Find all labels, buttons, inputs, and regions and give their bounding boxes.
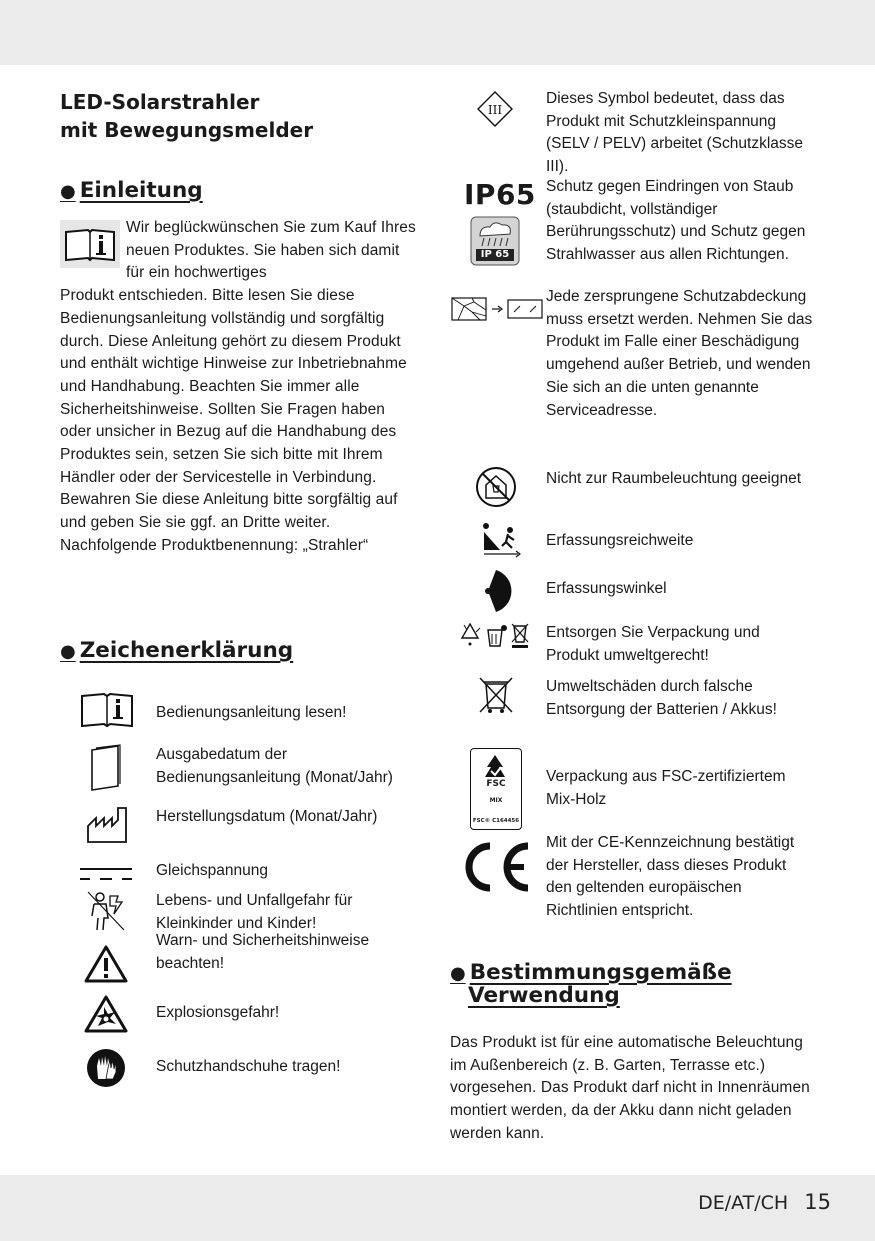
symbol-text: Mit der CE-Kennzeichnung bestätigt der Hersteller, dass dieses Produkt den geltenden europäischen Richtlinien entspricht. <box>546 834 795 920</box>
footer-language: DE/AT/CH <box>698 1192 789 1214</box>
angle-icon <box>482 568 512 614</box>
explosion-icon <box>84 994 128 1034</box>
no-room-light-icon <box>475 466 517 508</box>
gloves-icon <box>86 1048 126 1088</box>
symbol-text: Verpackung aus FSC-zertifiziertem Mix-Holz <box>546 768 786 808</box>
legend-text: Explosionsgefahr! <box>156 1004 280 1021</box>
booklet-icon <box>88 744 124 792</box>
usage-text: Das Produkt ist für eine automatische Beleuchtung im Außenbereich (z. B. Garten, Terrasse etc.) vorgesehen. Das Produkt darf nicht in Innenräumen montiert werden, da der Akku dann nicht geladen werden kann. <box>450 1034 810 1142</box>
fsc-code: FSC® C164456 <box>472 818 520 824</box>
legend-heading <box>60 638 293 663</box>
top-margin-bar <box>0 0 875 65</box>
broken-glass-icon <box>450 296 546 322</box>
document-title <box>60 88 420 144</box>
symbol-text: Nicht zur Raumbeleuchtung geeignet <box>546 470 802 487</box>
range-icon <box>482 522 522 558</box>
title-line-2: mit Bewegungsmelder <box>60 118 314 142</box>
legend-text: Lebens- und Unfallgefahr für Kleinkinder und Kinder! <box>156 892 353 932</box>
page-footer <box>698 1190 831 1214</box>
bullet-icon: ● <box>450 963 466 984</box>
symbol-text: Dieses Symbol bedeutet, dass das Produkt mit Schutzkleinspannung (SELV / PELV) arbeitet (Schutzklasse III). <box>546 90 804 176</box>
legend-text: Gleichspannung <box>156 862 269 879</box>
child-danger-icon <box>86 890 126 932</box>
bullet-icon: ● <box>60 641 76 662</box>
fsc-label: FSC <box>486 779 506 789</box>
warning-icon <box>84 944 128 984</box>
ce-icon <box>460 842 532 892</box>
fsc-mix: MIX <box>489 797 503 804</box>
page-number: 15 <box>804 1190 831 1214</box>
legend-text: Herstellungsdatum (Monat/Jahr) <box>156 808 378 825</box>
intro-heading-text: Einleitung <box>79 178 203 203</box>
symbol-text: Erfassungswinkel <box>546 580 667 597</box>
fsc-icon <box>470 748 522 830</box>
symbol-text: Umweltschäden durch falsche Entsorgung der Batterien / Akkus! <box>546 678 777 718</box>
manual-icon <box>78 692 136 730</box>
usage-heading-line-1 <box>450 960 732 985</box>
usage-heading-text-2: Verwendung <box>468 983 620 1008</box>
legend-text: Warn- und Sicherheitshinweise beachten! <box>156 932 370 972</box>
symbol-text: Entsorgen Sie Verpackung und Produkt umweltgerecht! <box>546 624 760 664</box>
intro-text-first: Wir beglückwünschen Sie zum Kauf Ihres neuen Produktes. Sie haben sich damit für ein hochwertiges <box>126 219 416 282</box>
symbol-text: Schutz gegen Eindringen von Staub (staubdicht, vollständiger Berührungsschutz) und Schutz gegen Strahlwasser aus allen Richtungen. <box>546 178 806 264</box>
intro-text <box>60 217 420 558</box>
legend-text: Schutzhandschuhe tragen! <box>156 1058 341 1075</box>
manual-icon <box>60 220 120 268</box>
title-line-1: LED-Solarstrahler <box>60 90 260 114</box>
legend-text: Ausgabedatum der Bedienungsanleitung (Monat/Jahr) <box>156 746 393 786</box>
factory-icon <box>86 806 128 844</box>
intro-heading <box>60 178 420 203</box>
dc-icon <box>78 866 134 882</box>
legend-heading-text: Zeichenerklärung <box>79 638 294 663</box>
usage-heading-line-2 <box>450 983 732 1008</box>
ip65-badge: IP 65 <box>480 249 510 260</box>
usage-heading <box>450 960 732 1008</box>
bin-icon <box>478 676 514 716</box>
class3-icon <box>476 90 514 128</box>
left-column <box>60 88 420 1075</box>
bullet-icon: ● <box>60 181 76 202</box>
svg-text:III: III <box>487 103 503 117</box>
symbol-text: Erfassungsreichweite <box>546 532 694 549</box>
recycle-icon <box>458 620 538 650</box>
intro-text-rest: Produkt entschieden. Bitte lesen Sie diese Bedienungsanleitung vollständig und sorgfältig durch. Diese Anleitung gehört zu diesem Produkt und enthält wichtige Hinweise zur Inbetriebnahme und Handhabung. Beachten Sie immer alle Sicherheitshinweise. Sollten Sie Fragen haben oder unsicher in Bezug auf die Handhabung des Produktes sein, setzen Sie sich bitte mit Ihrem Händler oder der Servicestelle in Verbindung. Bewahren Sie diese Anleitung bitte sorgfältig auf und geben Sie sie ggf. an Dritte weiter. Nachfolgende Produktbenennung: „Strahler“ <box>60 287 407 554</box>
usage-heading-text-1: Bestimmungsgemäße <box>469 960 732 985</box>
symbol-text: Jede zersprungene Schutzabdeckung muss ersetzt werden. Nehmen Sie das Produkt im Falle einer Beschädigung umgehend außer Betrieb, und wenden Sie sich an die unten genannte Serviceadresse. <box>546 288 813 419</box>
legend-text: Bedienungsanleitung lesen! <box>156 704 347 721</box>
ip65-label: IP65 <box>464 178 536 211</box>
